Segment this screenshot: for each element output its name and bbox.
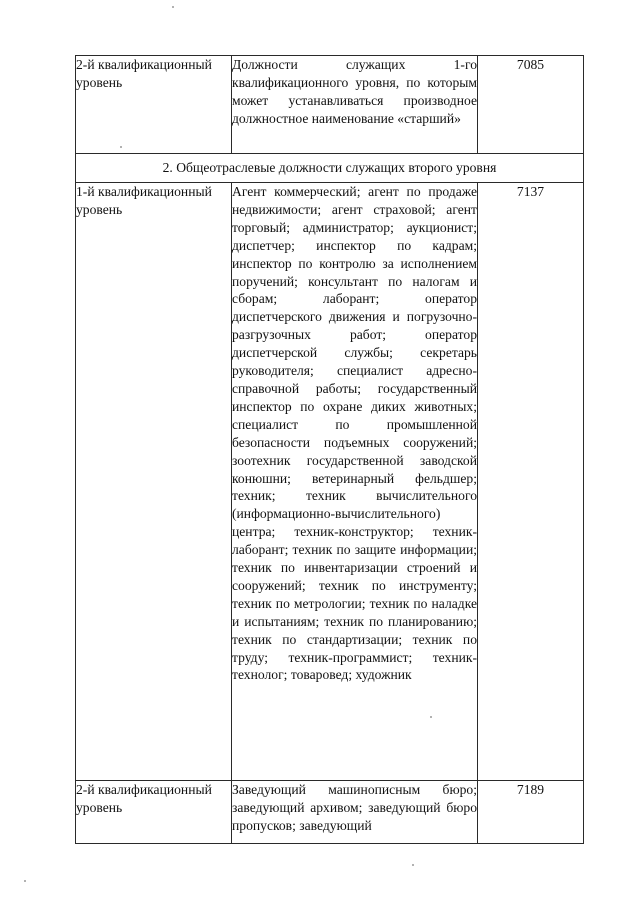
positions-cell <box>232 781 478 844</box>
level-text: 2-й квалификационный уровень <box>76 782 212 815</box>
code-cell: 7189 <box>478 781 584 844</box>
scan-speck <box>430 716 432 718</box>
scan-speck <box>412 864 414 866</box>
qualification-level-cell <box>76 781 232 844</box>
qualification-table <box>75 55 584 844</box>
positions-text: Заведующий машинописным бюро; заведующий архивом; заведующий бюро пропусков; заведующий <box>232 782 477 833</box>
positions-cell: Агент коммерческий; агент по продаже недвижимости; агент страховой; агент торговый; администратор; аукционист; диспетчер; инспектор по кадрам; инспектор по контролю за исполнением поручений; консультант по налогам и сборам; лаборант; оператор диспетчерского движения и погрузочно-разгрузочных работ; оператор диспетчерской службы; секретарь руководителя; специалист адресно-справочной работы; государственный инспектор по охране диких животных; специалист по промышленной безопасности подъемных сооружений; зоотехник государственной заводской конюшни; ветеринарный фельдшер; техник; техник вычислительного (информационно-вычислительного) центра; техник-конструктор; техник-лаборант; техник по защите информации; техник по инвентаризации строений и сооружений; техник по инструменту; техник по метрологии; техник по наладке и испытаниям; техник по планированию; техник по стандартизации; техник по труду; техник-программист; техник-технолог; товаровед; художник <box>232 183 478 781</box>
scan-speck <box>172 6 174 8</box>
scan-speck <box>120 146 122 148</box>
scan-speck <box>24 880 26 882</box>
section-header-row <box>76 154 584 183</box>
section-header: 2. Общеотраслевые должности служащих второго уровня <box>76 154 584 183</box>
qualification-level-cell: 1-й квалификационный уровень <box>76 183 232 781</box>
table-row <box>76 56 584 154</box>
code-cell: 7085 <box>478 56 584 154</box>
table-row <box>76 781 584 844</box>
table-row <box>76 183 584 781</box>
positions-cell: Должности служащих 1-го квалификационного уровня, по которым может устанавливаться производное должностное наименование «старший» <box>232 56 478 154</box>
qualification-level-cell: 2-й квалификационный уровень <box>76 56 232 154</box>
code-cell: 7137 <box>478 183 584 781</box>
